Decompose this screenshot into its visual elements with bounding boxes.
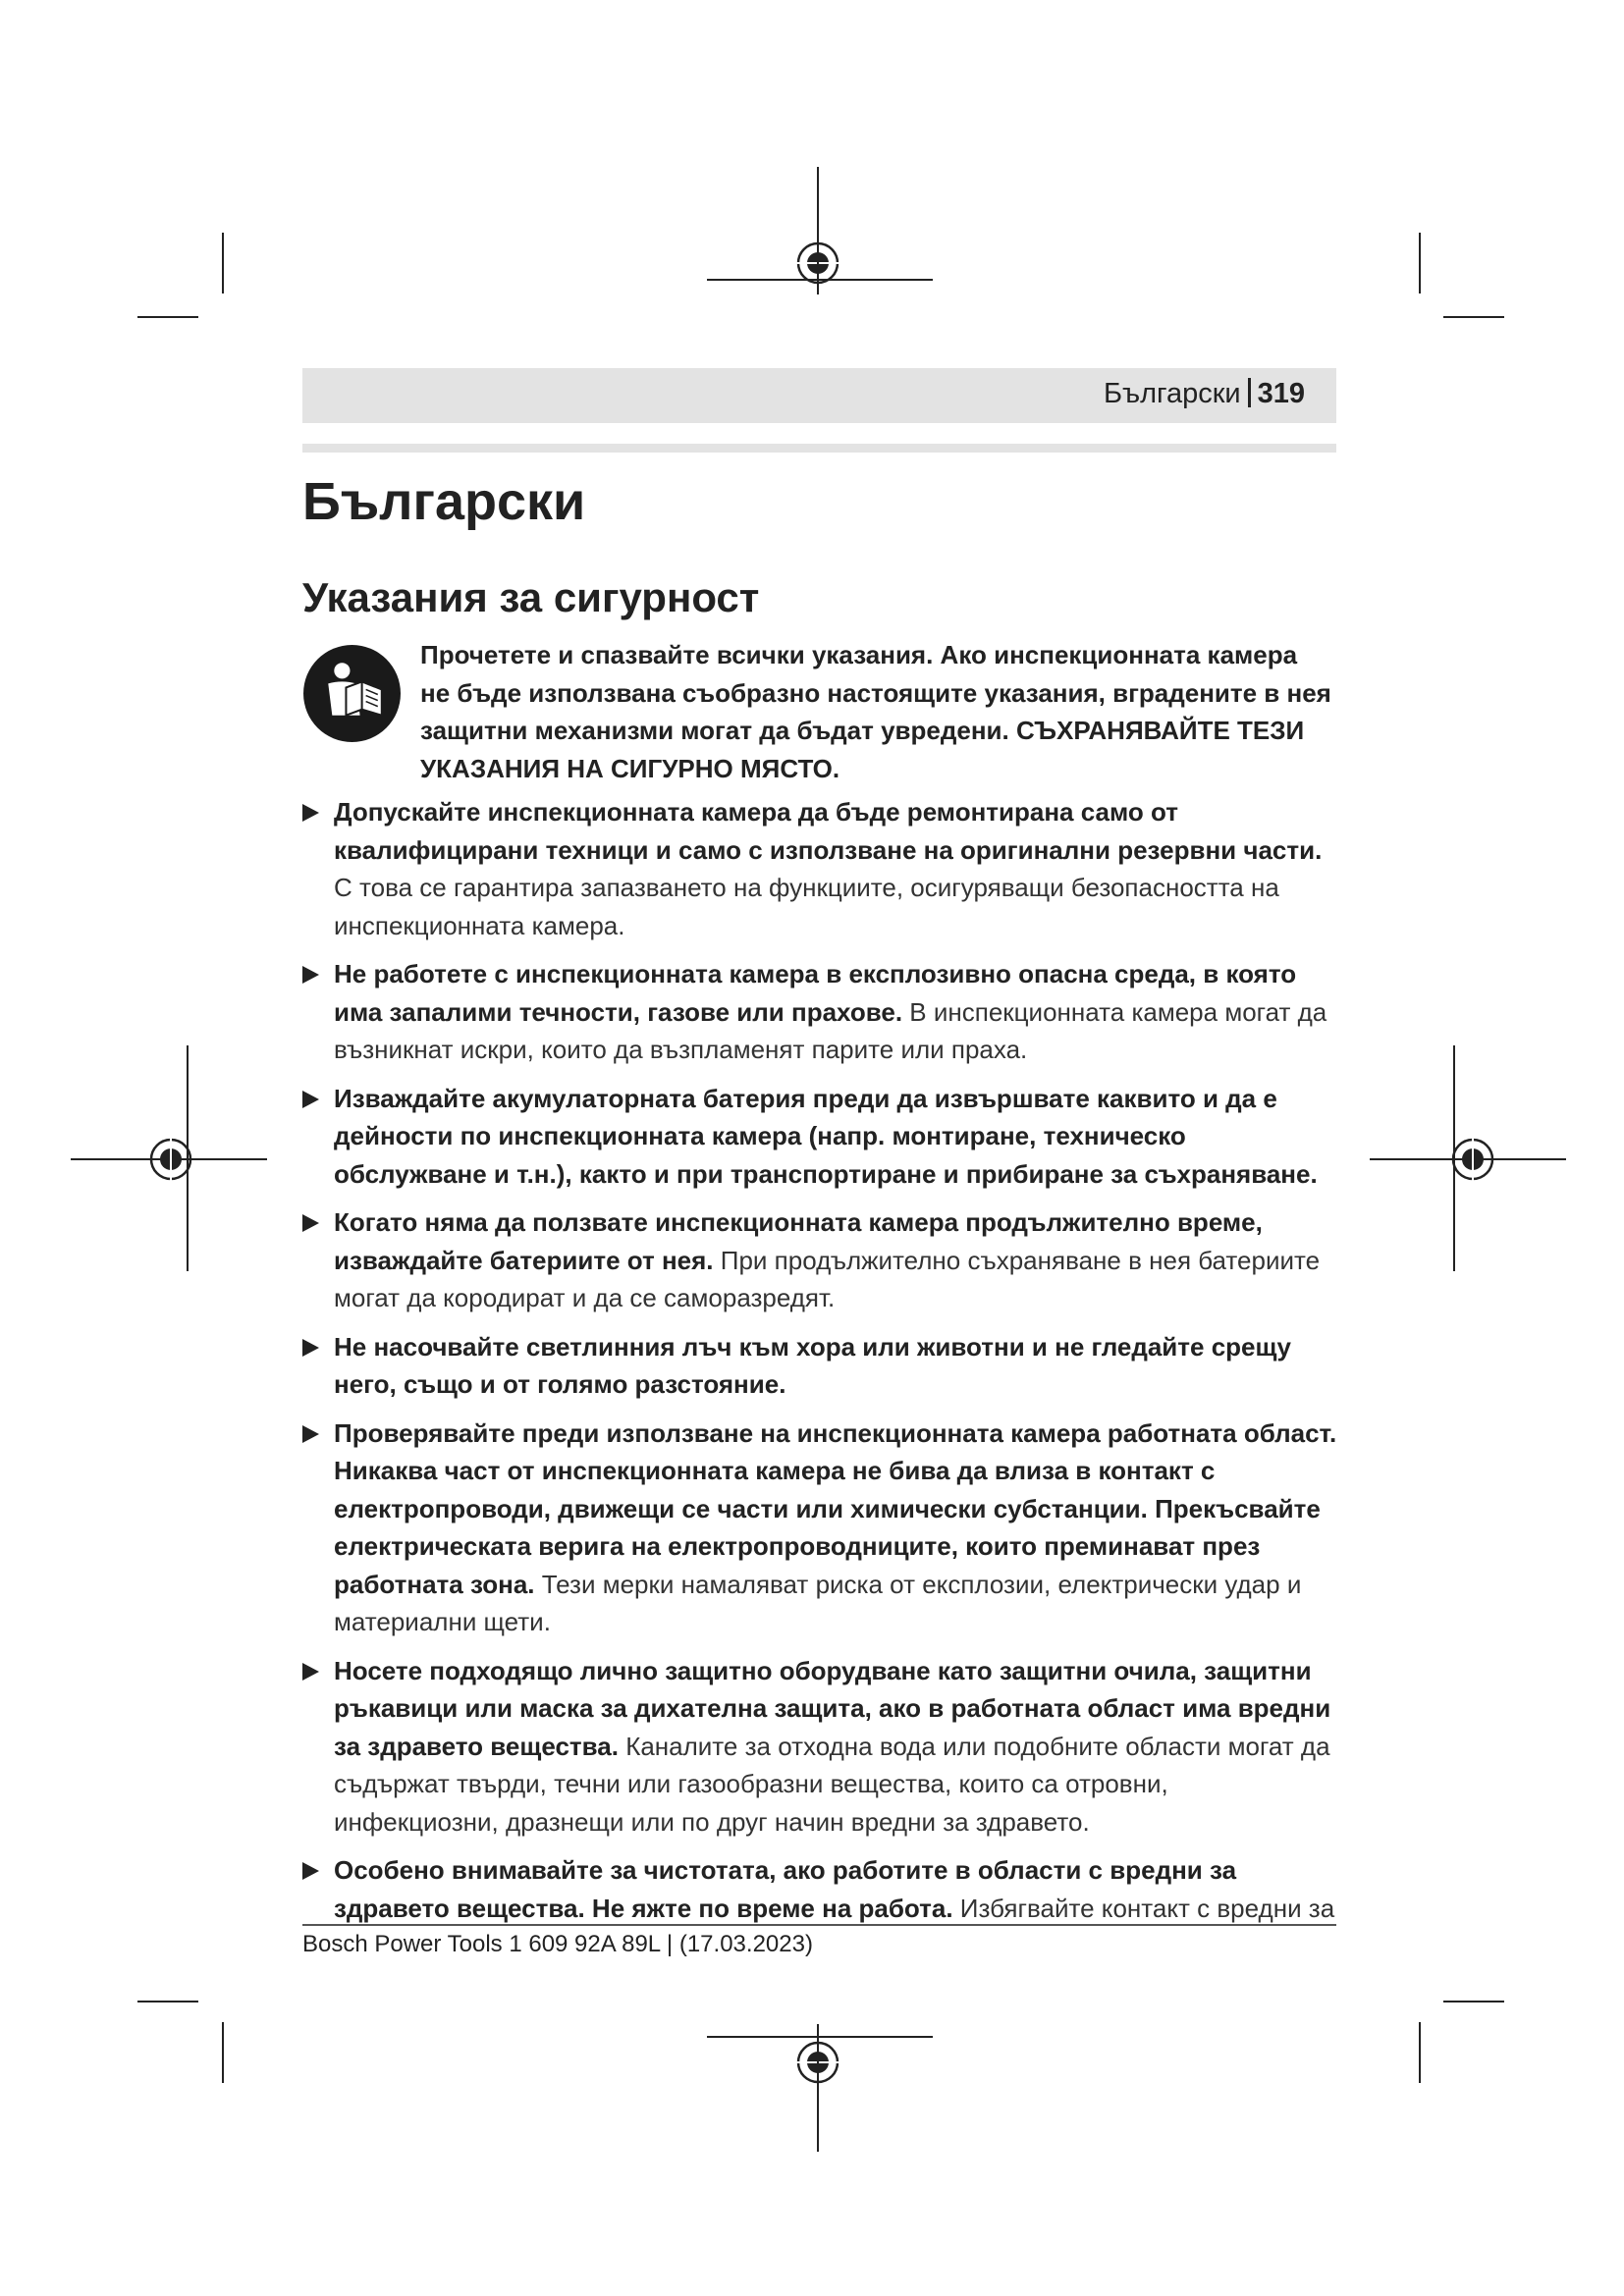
item-bold-text: Допускайте инспекционната камера да бъде ремонтирана само от квалифицирани техници и само с използване на оригинални резервни части. — [334, 797, 1323, 865]
list-item — [302, 793, 1338, 944]
list-item — [302, 1328, 1338, 1404]
registration-target-icon — [794, 240, 841, 287]
bullet-triangle-icon — [302, 1425, 319, 1443]
footer-text: Bosch Power Tools 1 609 92A 89L — [302, 1931, 661, 1957]
intro-text: Прочетете и спазвайте всички указания. Ако инспекционната камера не бъде използвана съобразно настоящите указания, вградените в нея защитни механизми могат да бъдат увредени. СЪХРАНЯВАЙТЕ ТЕЗИ УКАЗАНИЯ НА СИГУРНО МЯСТО. — [420, 640, 1331, 783]
item-text: Каналите за отходна вода или подобните области могат да съдържат твърди, течни или газообразни вещества, които са отровни, инфекциозни, дразнещи или по друг начин вредни за здравето. — [334, 1731, 1330, 1837]
page-title: Български — [302, 472, 586, 531]
item-bold-text: Особено внимавайте за чистотата, ако работите в области с вредни за здравето вещества. Не яжте по време на работа. — [334, 1855, 1237, 1923]
item-bold-text: Не насочвайте светлинния лъч към хора или животни и не гледайте срещу него, също и от голямо разстояние. — [334, 1331, 1291, 1399]
crop-mark — [137, 316, 198, 318]
bullet-triangle-icon — [302, 1091, 319, 1108]
item-bold-text: Изваждайте акумулаторната батерия преди да извършвате каквито и да е дейности по инспекционната камера (напр. монтиране, техническо обслужване и т.н.), както и при транспортиране и прибиране за съхраняване. — [334, 1083, 1318, 1189]
safety-list — [302, 793, 1338, 1938]
crop-mark — [1443, 2001, 1504, 2002]
header-rule — [302, 444, 1336, 453]
crop-mark — [1419, 233, 1421, 294]
bullet-triangle-icon — [302, 1214, 319, 1232]
read-manual-icon — [302, 644, 402, 743]
bullet-triangle-icon — [302, 966, 319, 984]
registration-target-icon — [1449, 1136, 1496, 1183]
section-title: Указания за сигурност — [302, 574, 760, 620]
header-language: Български — [1103, 378, 1241, 409]
item-bold-text: Носете подходящо лично защитно оборудване като защитни очила, защитни ръкавици или маска за дихателна защита, ако в работната област има вредни за здравето вещества. — [334, 1655, 1331, 1761]
header-text — [1104, 378, 1305, 410]
item-text: С това се гарантира запазването на функциите, осигуряващи безопасността на инспекционната камера. — [334, 873, 1279, 940]
item-text: При продължително съхраняване в нея батериите могат да кородират и да се саморазредят. — [334, 1245, 1321, 1312]
registration-target-icon — [794, 2039, 841, 2086]
crop-mark — [707, 2036, 933, 2038]
list-item — [302, 955, 1338, 1069]
item-text: В инспекционната камера могат да възникнат искри, които да възпламенят парите или праха. — [334, 996, 1327, 1064]
page-header — [302, 368, 1336, 423]
registration-target-icon — [147, 1136, 194, 1183]
header-separator — [1248, 378, 1251, 407]
list-item — [302, 1203, 1338, 1317]
item-bold-text: Не работете с инспекционната камера в експлозивно опасна среда, в която има запалими течности, газове или прахове. — [334, 959, 1297, 1027]
page-number: 319 — [1257, 378, 1305, 409]
list-item — [302, 1080, 1338, 1194]
list-item — [302, 1415, 1338, 1641]
item-bold-text: Проверявайте преди използване на инспекционната камера работната област. Никаква част от инспекционната камера не бива да влиза в контакт с електропроводи, движещи се части или химически субстанции. Прекъсвайте електрическата верига на електропроводниците, които преминават през работната зона. — [334, 1417, 1337, 1599]
list-item — [302, 1851, 1338, 1927]
item-bold-text: Когато няма да ползвате инспекционната камера продължително време, изваждайте батериите от нея. — [334, 1207, 1263, 1275]
bullet-triangle-icon — [302, 804, 319, 822]
bullet-triangle-icon — [302, 1339, 319, 1357]
crop-mark — [222, 2022, 224, 2083]
crop-mark — [222, 233, 224, 294]
item-text: Избягвайте контакт с вредни за — [952, 1893, 1335, 1923]
crop-mark — [137, 2001, 198, 2002]
footer-date: (17.03.2023) — [678, 1931, 813, 1957]
footer-rule — [302, 1924, 1336, 1926]
crop-mark — [1419, 2022, 1421, 2083]
crop-mark — [1443, 316, 1504, 318]
bullet-triangle-icon — [302, 1663, 319, 1681]
page-footer: Bosch Power Tools 1 609 92A 89L | (17.03.2023) — [302, 1931, 813, 1957]
item-text: Тези мерки намаляват риска от експлозии, електрически удар и материални щети. — [334, 1569, 1302, 1636]
list-item — [302, 1652, 1338, 1842]
bullet-triangle-icon — [302, 1862, 319, 1880]
